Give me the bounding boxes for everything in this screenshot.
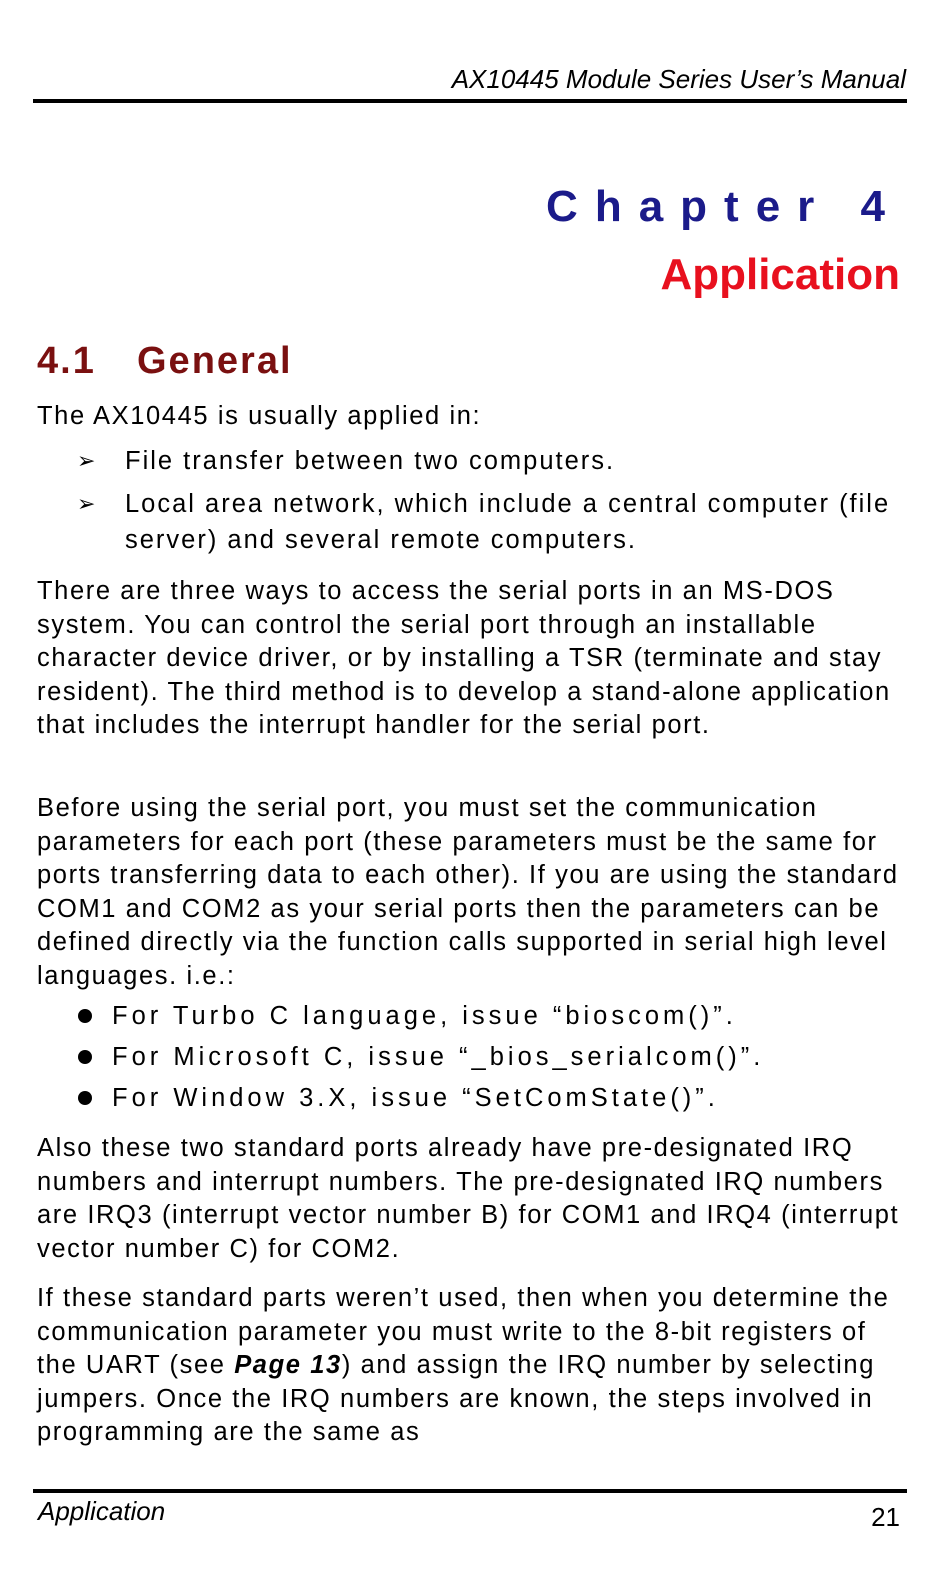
paragraph: Also these two standard ports already have pre-designated IRQ numbers and interrupt numbers. The pre-designated IRQ numbers are IRQ3 (interrupt vector number B) for COM1 and IRQ4 (interrupt vector number C) for COM2. xyxy=(37,1134,900,1263)
list-item xyxy=(37,1080,912,1121)
list-item xyxy=(37,486,912,558)
list-item xyxy=(37,443,912,479)
paragraph-nonstandard-ports xyxy=(37,1282,907,1450)
section-title: General xyxy=(137,340,293,382)
header-rule xyxy=(33,99,907,103)
footer-rule xyxy=(33,1489,907,1493)
page-reference-link[interactable]: Page 13 xyxy=(234,1351,342,1379)
section-heading xyxy=(37,340,293,383)
list-item xyxy=(37,998,912,1039)
intro-paragraph: The AX10445 is usually applied in: xyxy=(37,402,482,430)
page-number: 21 xyxy=(871,1502,900,1532)
paragraph: Before using the serial port, you must set the communication parameters for each port (these parameters must be the same for ports transferring data to each other). If you are using the standard COM1 and COM2 as your serial ports then the parameters can be defined directly via the function calls supported in serial high level languages. i.e.: xyxy=(37,794,899,990)
list-item xyxy=(37,1039,912,1080)
list-item-text: Local area network, which include a central computer (file server) and several remote computers. xyxy=(125,490,891,554)
intro-text xyxy=(37,400,907,434)
list-item-text: For Window 3.X, issue “SetComState()”. xyxy=(112,1084,719,1112)
page-header-title: AX10445 Module Series User’s Manual xyxy=(451,64,906,94)
paragraph: There are three ways to access the serial ports in an MS-DOS system. You can control the serial port through an installable character device driver, or by installing a TSR (terminate and stay resident). The third method is to develop a stand-alone application that includes the interrupt handler for the serial port. xyxy=(37,577,891,739)
bullet-dot-icon xyxy=(78,1091,92,1105)
uses-list xyxy=(37,443,912,558)
paragraph-text: ) and assign the IRQ number by selecting jumpers. Once the IRQ numbers are known, the steps involved in programming are the same as xyxy=(37,1351,875,1446)
paragraph xyxy=(37,1282,907,1450)
bullet-dot-icon xyxy=(78,1050,92,1064)
footer-section-name: Application xyxy=(38,1496,166,1526)
function-call-list xyxy=(37,998,912,1121)
list-item-text: File transfer between two computers. xyxy=(125,447,616,475)
paragraph-communication-parameters xyxy=(37,792,907,993)
arrow-bullet-icon: ➢ xyxy=(77,491,98,516)
paragraph-text: If these standard parts weren’t used, then when you determine the communication parameter you must write to the 8-bit registers of the UART (see xyxy=(37,1284,890,1379)
paragraph-irq-numbers xyxy=(37,1132,907,1266)
bullet-dot-icon xyxy=(78,1009,92,1023)
list-item-text: For Turbo C language, issue “bioscom()”. xyxy=(112,1002,737,1030)
list-item-text: For Microsoft C, issue “_bios_serialcom()”. xyxy=(112,1043,765,1071)
chapter-number: Chapter 4 xyxy=(546,182,902,231)
chapter-title: Application xyxy=(660,250,900,299)
arrow-bullet-icon: ➢ xyxy=(77,448,98,473)
section-number: 4.1 xyxy=(37,340,96,382)
paragraph-access-methods xyxy=(37,575,907,743)
